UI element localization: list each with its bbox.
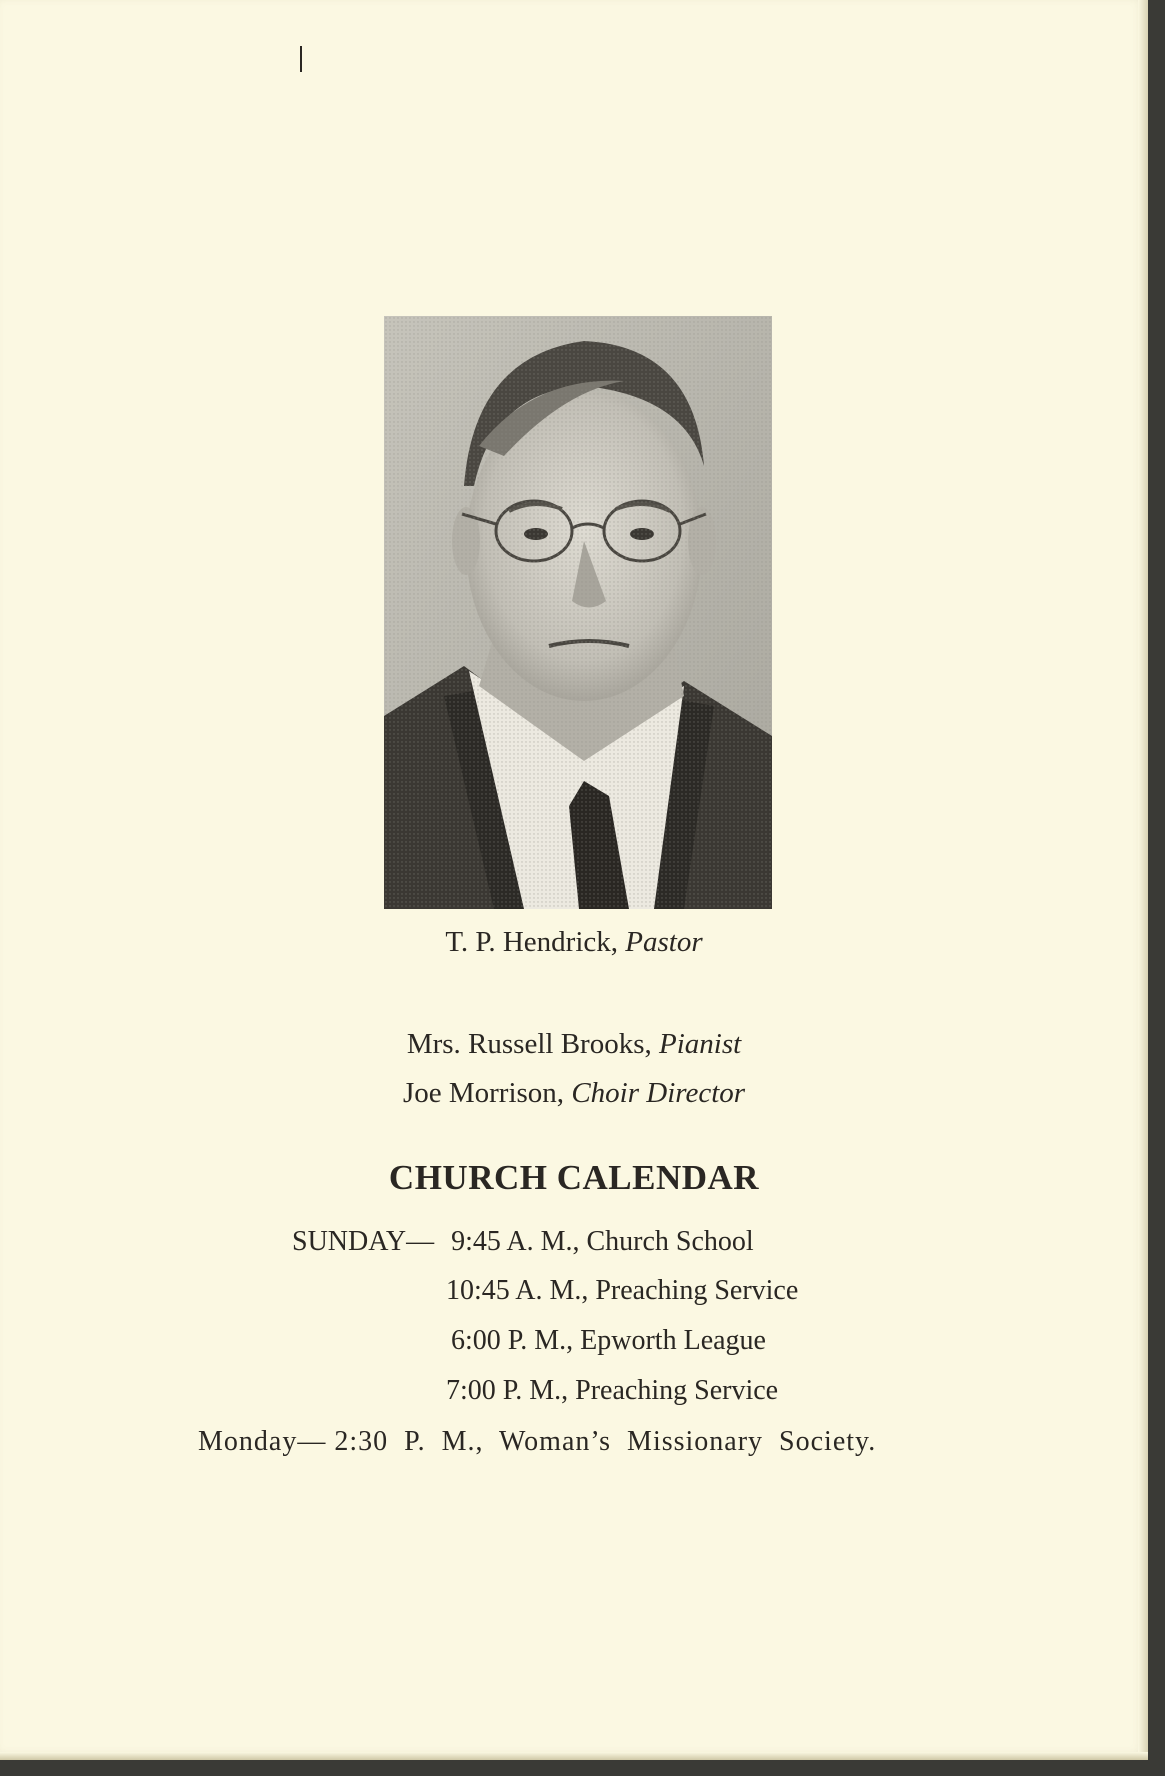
schedule-entry bbox=[198, 1425, 876, 1459]
schedule-time: 9:45 A. M., bbox=[451, 1226, 580, 1257]
calendar-heading: CHURCH CALENDAR bbox=[388, 1158, 760, 1197]
schedule-entry bbox=[446, 1274, 798, 1308]
schedule-entry bbox=[446, 1374, 778, 1408]
schedule-day: Monday— bbox=[198, 1426, 327, 1457]
schedule-event: Woman’s Missionary Society. bbox=[498, 1426, 877, 1457]
schedule-event: Church School bbox=[586, 1226, 754, 1257]
choir-director-line bbox=[0, 1076, 1148, 1110]
portrait-illustration bbox=[384, 316, 772, 909]
schedule-event: Preaching Service bbox=[575, 1375, 779, 1406]
choir-director-role: Choir Director bbox=[571, 1077, 746, 1109]
schedule-entry bbox=[451, 1324, 766, 1358]
pianist-role: Pianist bbox=[659, 1028, 742, 1060]
pastor-role: Pastor bbox=[625, 926, 703, 958]
schedule-entry bbox=[292, 1225, 754, 1259]
schedule-time: 6:00 P. M., bbox=[451, 1325, 574, 1356]
schedule-time: 2:30 P. M., bbox=[334, 1426, 484, 1457]
pencil-mark bbox=[300, 46, 302, 72]
pastor-caption bbox=[0, 925, 1148, 959]
schedule-event: Epworth League bbox=[580, 1325, 766, 1356]
page-edge-shadow bbox=[1138, 0, 1148, 1760]
schedule-time: 7:00 P. M., bbox=[446, 1375, 569, 1406]
pianist-name: Mrs. Russell Brooks, bbox=[406, 1028, 652, 1060]
pastor-portrait bbox=[384, 316, 772, 909]
choir-director-name: Joe Morrison, bbox=[402, 1077, 565, 1109]
schedule-event: Preaching Service bbox=[595, 1275, 799, 1306]
page-bottom-shadow bbox=[0, 1752, 1148, 1760]
pianist-line bbox=[0, 1027, 1148, 1061]
schedule-day: SUNDAY— bbox=[292, 1226, 435, 1257]
pastor-name: T. P. Hendrick, bbox=[445, 926, 619, 958]
schedule-time: 10:45 A. M., bbox=[446, 1275, 589, 1306]
